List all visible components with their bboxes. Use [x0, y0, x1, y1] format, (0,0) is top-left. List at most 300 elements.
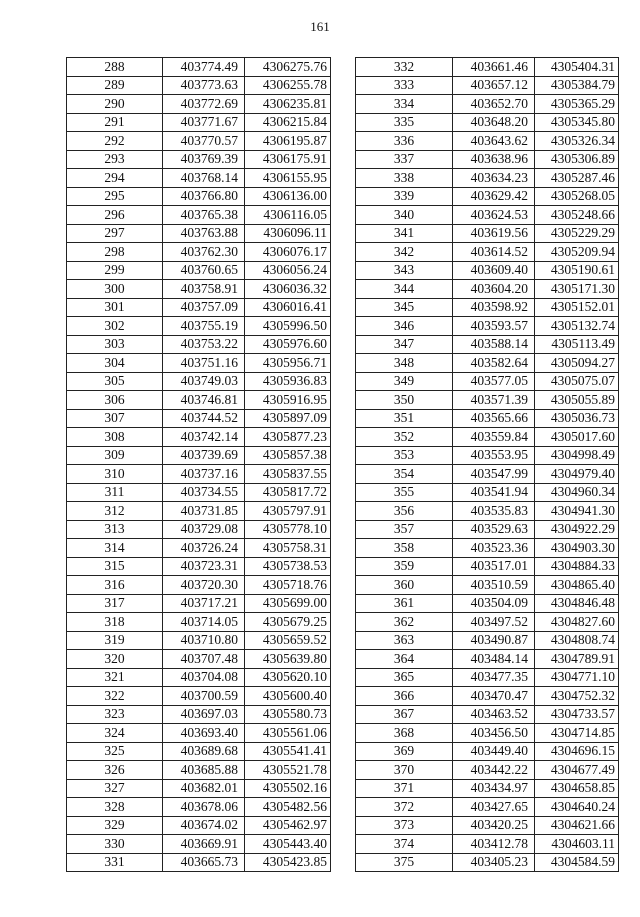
table-row [356, 391, 619, 410]
x-coordinate-cell: 403762.30 [163, 243, 245, 262]
y-coordinate-cell: 4304884.33 [535, 557, 619, 576]
point-number-cell: 373 [356, 816, 453, 835]
y-coordinate-cell: 4305287.46 [535, 169, 619, 188]
table-row [67, 446, 331, 465]
y-coordinate-cell: 4304752.32 [535, 687, 619, 706]
x-coordinate-cell: 403490.87 [453, 631, 535, 650]
y-coordinate-cell: 4304584.59 [535, 853, 619, 872]
point-number-cell: 358 [356, 539, 453, 558]
x-coordinate-cell: 403477.35 [453, 668, 535, 687]
table-row [356, 187, 619, 206]
table-row [67, 95, 331, 114]
table-row [67, 483, 331, 502]
table-row [356, 409, 619, 428]
table-row [67, 779, 331, 798]
y-coordinate-cell: 4305718.76 [245, 576, 331, 595]
x-coordinate-cell: 403669.91 [163, 835, 245, 854]
table-row [67, 58, 331, 77]
y-coordinate-cell: 4306155.95 [245, 169, 331, 188]
point-number-cell: 375 [356, 853, 453, 872]
table-row [356, 779, 619, 798]
table-row [356, 58, 619, 77]
point-number-cell: 300 [67, 280, 163, 299]
table-row [356, 835, 619, 854]
point-number-cell: 328 [67, 798, 163, 817]
x-coordinate-cell: 403678.06 [163, 798, 245, 817]
y-coordinate-cell: 4305036.73 [535, 409, 619, 428]
y-coordinate-cell: 4305620.10 [245, 668, 331, 687]
table-row [67, 391, 331, 410]
y-coordinate-cell: 4304789.91 [535, 650, 619, 669]
y-coordinate-cell: 4304998.49 [535, 446, 619, 465]
point-number-cell: 364 [356, 650, 453, 669]
table-row [356, 317, 619, 336]
x-coordinate-cell: 403484.14 [453, 650, 535, 669]
point-number-cell: 342 [356, 243, 453, 262]
y-coordinate-cell: 4305956.71 [245, 354, 331, 373]
x-coordinate-cell: 403720.30 [163, 576, 245, 595]
point-number-cell: 311 [67, 483, 163, 502]
y-coordinate-cell: 4304808.74 [535, 631, 619, 650]
point-number-cell: 307 [67, 409, 163, 428]
point-number-cell: 359 [356, 557, 453, 576]
point-number-cell: 368 [356, 724, 453, 743]
table-row [356, 576, 619, 595]
table-row [356, 446, 619, 465]
table-row [356, 335, 619, 354]
point-number-cell: 343 [356, 261, 453, 280]
y-coordinate-cell: 4305113.49 [535, 335, 619, 354]
x-coordinate-cell: 403535.83 [453, 502, 535, 521]
table-row [67, 668, 331, 687]
x-coordinate-cell: 403739.69 [163, 446, 245, 465]
point-number-cell: 329 [67, 816, 163, 835]
table-row [67, 631, 331, 650]
point-number-cell: 293 [67, 150, 163, 169]
point-number-cell: 332 [356, 58, 453, 77]
point-number-cell: 370 [356, 761, 453, 780]
table-row [67, 187, 331, 206]
table-row [356, 150, 619, 169]
table-row [67, 354, 331, 373]
x-coordinate-cell: 403643.62 [453, 132, 535, 151]
point-number-cell: 333 [356, 76, 453, 95]
x-coordinate-cell: 403753.22 [163, 335, 245, 354]
table-row [67, 742, 331, 761]
point-number-cell: 352 [356, 428, 453, 447]
table-row [67, 539, 331, 558]
table-row [356, 465, 619, 484]
x-coordinate-cell: 403559.84 [453, 428, 535, 447]
x-coordinate-cell: 403766.80 [163, 187, 245, 206]
y-coordinate-cell: 4306056.24 [245, 261, 331, 280]
x-coordinate-cell: 403442.22 [453, 761, 535, 780]
y-coordinate-cell: 4305094.27 [535, 354, 619, 373]
point-number-cell: 354 [356, 465, 453, 484]
y-coordinate-cell: 4306016.41 [245, 298, 331, 317]
point-number-cell: 317 [67, 594, 163, 613]
point-number-cell: 374 [356, 835, 453, 854]
x-coordinate-cell: 403772.69 [163, 95, 245, 114]
point-number-cell: 330 [67, 835, 163, 854]
point-number-cell: 313 [67, 520, 163, 539]
point-number-cell: 341 [356, 224, 453, 243]
table-row [67, 372, 331, 391]
y-coordinate-cell: 4305857.38 [245, 446, 331, 465]
x-coordinate-cell: 403634.23 [453, 169, 535, 188]
y-coordinate-cell: 4304771.10 [535, 668, 619, 687]
y-coordinate-cell: 4305190.61 [535, 261, 619, 280]
table-row [356, 206, 619, 225]
table-row [356, 798, 619, 817]
point-number-cell: 324 [67, 724, 163, 743]
point-number-cell: 325 [67, 742, 163, 761]
x-coordinate-cell: 403629.42 [453, 187, 535, 206]
x-coordinate-cell: 403565.66 [453, 409, 535, 428]
y-coordinate-cell: 4306136.00 [245, 187, 331, 206]
x-coordinate-cell: 403598.92 [453, 298, 535, 317]
x-coordinate-cell: 403571.39 [453, 391, 535, 410]
x-coordinate-cell: 403517.01 [453, 557, 535, 576]
x-coordinate-cell: 403661.46 [453, 58, 535, 77]
point-number-cell: 356 [356, 502, 453, 521]
x-coordinate-cell: 403710.80 [163, 631, 245, 650]
y-coordinate-cell: 4304903.30 [535, 539, 619, 558]
x-coordinate-cell: 403714.05 [163, 613, 245, 632]
table-row [67, 76, 331, 95]
point-number-cell: 310 [67, 465, 163, 484]
x-coordinate-cell: 403751.16 [163, 354, 245, 373]
y-coordinate-cell: 4306096.11 [245, 224, 331, 243]
point-number-cell: 327 [67, 779, 163, 798]
point-number-cell: 309 [67, 446, 163, 465]
x-coordinate-cell: 403541.94 [453, 483, 535, 502]
table-row [67, 261, 331, 280]
y-coordinate-cell: 4305600.40 [245, 687, 331, 706]
y-coordinate-cell: 4306255.78 [245, 76, 331, 95]
point-number-cell: 295 [67, 187, 163, 206]
y-coordinate-cell: 4304960.34 [535, 483, 619, 502]
point-number-cell: 302 [67, 317, 163, 336]
x-coordinate-cell: 403723.31 [163, 557, 245, 576]
point-number-cell: 305 [67, 372, 163, 391]
x-coordinate-cell: 403700.59 [163, 687, 245, 706]
y-coordinate-cell: 4305345.80 [535, 113, 619, 132]
point-number-cell: 355 [356, 483, 453, 502]
x-coordinate-cell: 403689.68 [163, 742, 245, 761]
y-coordinate-cell: 4305797.91 [245, 502, 331, 521]
y-coordinate-cell: 4305171.30 [535, 280, 619, 299]
table-row [356, 428, 619, 447]
x-coordinate-cell: 403657.12 [453, 76, 535, 95]
x-coordinate-cell: 403470.47 [453, 687, 535, 706]
x-coordinate-cell: 403504.09 [453, 594, 535, 613]
y-coordinate-cell: 4306036.32 [245, 280, 331, 299]
x-coordinate-cell: 403717.21 [163, 594, 245, 613]
table-row [67, 705, 331, 724]
x-coordinate-cell: 403456.50 [453, 724, 535, 743]
y-coordinate-cell: 4305017.60 [535, 428, 619, 447]
point-number-cell: 363 [356, 631, 453, 650]
point-number-cell: 319 [67, 631, 163, 650]
coordinates-table-right [355, 57, 619, 872]
x-coordinate-cell: 403547.99 [453, 465, 535, 484]
x-coordinate-cell: 403624.53 [453, 206, 535, 225]
table-row [67, 594, 331, 613]
x-coordinate-cell: 403763.88 [163, 224, 245, 243]
point-number-cell: 318 [67, 613, 163, 632]
y-coordinate-cell: 4305699.00 [245, 594, 331, 613]
table-row [67, 816, 331, 835]
table-row [356, 594, 619, 613]
y-coordinate-cell: 4305817.72 [245, 483, 331, 502]
x-coordinate-cell: 403744.52 [163, 409, 245, 428]
y-coordinate-cell: 4306116.05 [245, 206, 331, 225]
table-row [356, 280, 619, 299]
x-coordinate-cell: 403638.96 [453, 150, 535, 169]
y-coordinate-cell: 4305758.31 [245, 539, 331, 558]
point-number-cell: 340 [356, 206, 453, 225]
table-row [356, 742, 619, 761]
y-coordinate-cell: 4305384.79 [535, 76, 619, 95]
point-number-cell: 372 [356, 798, 453, 817]
table-row [67, 243, 331, 262]
point-number-cell: 360 [356, 576, 453, 595]
table-row [356, 483, 619, 502]
table-row [67, 224, 331, 243]
point-number-cell: 290 [67, 95, 163, 114]
table-row [356, 705, 619, 724]
y-coordinate-cell: 4304922.29 [535, 520, 619, 539]
y-coordinate-cell: 4305462.97 [245, 816, 331, 835]
point-number-cell: 315 [67, 557, 163, 576]
y-coordinate-cell: 4305916.95 [245, 391, 331, 410]
y-coordinate-cell: 4306195.87 [245, 132, 331, 151]
x-coordinate-cell: 403619.56 [453, 224, 535, 243]
point-number-cell: 335 [356, 113, 453, 132]
x-coordinate-cell: 403749.03 [163, 372, 245, 391]
x-coordinate-cell: 403755.19 [163, 317, 245, 336]
point-number-cell: 348 [356, 354, 453, 373]
x-coordinate-cell: 403582.64 [453, 354, 535, 373]
table-row [356, 502, 619, 521]
x-coordinate-cell: 403648.20 [453, 113, 535, 132]
table-row [67, 150, 331, 169]
x-coordinate-cell: 403553.95 [453, 446, 535, 465]
point-number-cell: 345 [356, 298, 453, 317]
point-number-cell: 366 [356, 687, 453, 706]
y-coordinate-cell: 4304846.48 [535, 594, 619, 613]
table-row [356, 520, 619, 539]
table-row [67, 650, 331, 669]
x-coordinate-cell: 403742.14 [163, 428, 245, 447]
point-number-cell: 303 [67, 335, 163, 354]
table-row [356, 631, 619, 650]
y-coordinate-cell: 4305326.34 [535, 132, 619, 151]
point-number-cell: 371 [356, 779, 453, 798]
x-coordinate-cell: 403770.57 [163, 132, 245, 151]
point-number-cell: 361 [356, 594, 453, 613]
point-number-cell: 367 [356, 705, 453, 724]
y-coordinate-cell: 4304941.30 [535, 502, 619, 521]
x-coordinate-cell: 403704.08 [163, 668, 245, 687]
table-row [356, 76, 619, 95]
point-number-cell: 344 [356, 280, 453, 299]
x-coordinate-cell: 403760.65 [163, 261, 245, 280]
point-number-cell: 316 [67, 576, 163, 595]
point-number-cell: 351 [356, 409, 453, 428]
y-coordinate-cell: 4305268.05 [535, 187, 619, 206]
x-coordinate-cell: 403523.36 [453, 539, 535, 558]
x-coordinate-cell: 403593.57 [453, 317, 535, 336]
y-coordinate-cell: 4305976.60 [245, 335, 331, 354]
y-coordinate-cell: 4304677.49 [535, 761, 619, 780]
table-row [67, 576, 331, 595]
y-coordinate-cell: 4305482.56 [245, 798, 331, 817]
table-row [356, 650, 619, 669]
table-row [356, 95, 619, 114]
point-number-cell: 334 [356, 95, 453, 114]
table-row [356, 687, 619, 706]
y-coordinate-cell: 4305580.73 [245, 705, 331, 724]
table-row [67, 853, 331, 872]
y-coordinate-cell: 4304621.66 [535, 816, 619, 835]
y-coordinate-cell: 4305502.16 [245, 779, 331, 798]
x-coordinate-cell: 403707.48 [163, 650, 245, 669]
x-coordinate-cell: 403652.70 [453, 95, 535, 114]
point-number-cell: 339 [356, 187, 453, 206]
x-coordinate-cell: 403729.08 [163, 520, 245, 539]
point-number-cell: 323 [67, 705, 163, 724]
table-row [67, 761, 331, 780]
x-coordinate-cell: 403765.38 [163, 206, 245, 225]
y-coordinate-cell: 4306215.84 [245, 113, 331, 132]
x-coordinate-cell: 403609.40 [453, 261, 535, 280]
point-number-cell: 288 [67, 58, 163, 77]
y-coordinate-cell: 4305365.29 [535, 95, 619, 114]
x-coordinate-cell: 403529.63 [453, 520, 535, 539]
x-coordinate-cell: 403604.20 [453, 280, 535, 299]
x-coordinate-cell: 403758.91 [163, 280, 245, 299]
point-number-cell: 301 [67, 298, 163, 317]
table-row [67, 798, 331, 817]
table-row [67, 724, 331, 743]
y-coordinate-cell: 4305132.74 [535, 317, 619, 336]
table-row [356, 761, 619, 780]
point-number-cell: 314 [67, 539, 163, 558]
table-row [356, 298, 619, 317]
coordinates-table-left [66, 57, 331, 872]
point-number-cell: 326 [67, 761, 163, 780]
y-coordinate-cell: 4305229.29 [535, 224, 619, 243]
point-number-cell: 331 [67, 853, 163, 872]
y-coordinate-cell: 4305996.50 [245, 317, 331, 336]
y-coordinate-cell: 4305443.40 [245, 835, 331, 854]
point-number-cell: 321 [67, 668, 163, 687]
table-row [67, 169, 331, 188]
point-number-cell: 296 [67, 206, 163, 225]
y-coordinate-cell: 4305639.80 [245, 650, 331, 669]
y-coordinate-cell: 4305837.55 [245, 465, 331, 484]
point-number-cell: 357 [356, 520, 453, 539]
y-coordinate-cell: 4305659.52 [245, 631, 331, 650]
x-coordinate-cell: 403510.59 [453, 576, 535, 595]
x-coordinate-cell: 403434.97 [453, 779, 535, 798]
y-coordinate-cell: 4306076.17 [245, 243, 331, 262]
x-coordinate-cell: 403774.49 [163, 58, 245, 77]
y-coordinate-cell: 4304640.24 [535, 798, 619, 817]
point-number-cell: 362 [356, 613, 453, 632]
y-coordinate-cell: 4304714.85 [535, 724, 619, 743]
table-row [67, 835, 331, 854]
point-number-cell: 369 [356, 742, 453, 761]
table-row [67, 557, 331, 576]
point-number-cell: 292 [67, 132, 163, 151]
x-coordinate-cell: 403449.40 [453, 742, 535, 761]
point-number-cell: 336 [356, 132, 453, 151]
x-coordinate-cell: 403614.52 [453, 243, 535, 262]
y-coordinate-cell: 4305738.53 [245, 557, 331, 576]
table-row [67, 428, 331, 447]
y-coordinate-cell: 4305055.89 [535, 391, 619, 410]
table-row [356, 243, 619, 262]
point-number-cell: 306 [67, 391, 163, 410]
x-coordinate-cell: 403697.03 [163, 705, 245, 724]
y-coordinate-cell: 4305679.25 [245, 613, 331, 632]
x-coordinate-cell: 403497.52 [453, 613, 535, 632]
table-row [356, 853, 619, 872]
y-coordinate-cell: 4304865.40 [535, 576, 619, 595]
x-coordinate-cell: 403771.67 [163, 113, 245, 132]
y-coordinate-cell: 4304979.40 [535, 465, 619, 484]
table-row [356, 557, 619, 576]
point-number-cell: 349 [356, 372, 453, 391]
y-coordinate-cell: 4304603.11 [535, 835, 619, 854]
table-row [67, 520, 331, 539]
table-row [67, 317, 331, 336]
table-row [67, 132, 331, 151]
table-row [356, 261, 619, 280]
table-row [356, 224, 619, 243]
x-coordinate-cell: 403734.55 [163, 483, 245, 502]
table-row [67, 280, 331, 299]
x-coordinate-cell: 403773.63 [163, 76, 245, 95]
table-row [356, 372, 619, 391]
x-coordinate-cell: 403685.88 [163, 761, 245, 780]
y-coordinate-cell: 4305877.23 [245, 428, 331, 447]
table-row [356, 113, 619, 132]
point-number-cell: 294 [67, 169, 163, 188]
y-coordinate-cell: 4305936.83 [245, 372, 331, 391]
table-row [67, 502, 331, 521]
point-number-cell: 337 [356, 150, 453, 169]
point-number-cell: 322 [67, 687, 163, 706]
table-row [356, 613, 619, 632]
y-coordinate-cell: 4304696.15 [535, 742, 619, 761]
x-coordinate-cell: 403412.78 [453, 835, 535, 854]
x-coordinate-cell: 403463.52 [453, 705, 535, 724]
y-coordinate-cell: 4304733.57 [535, 705, 619, 724]
point-number-cell: 289 [67, 76, 163, 95]
y-coordinate-cell: 4305404.31 [535, 58, 619, 77]
x-coordinate-cell: 403588.14 [453, 335, 535, 354]
table-row [356, 354, 619, 373]
y-coordinate-cell: 4305897.09 [245, 409, 331, 428]
x-coordinate-cell: 403746.81 [163, 391, 245, 410]
x-coordinate-cell: 403405.23 [453, 853, 535, 872]
y-coordinate-cell: 4304827.60 [535, 613, 619, 632]
table-row [67, 613, 331, 632]
